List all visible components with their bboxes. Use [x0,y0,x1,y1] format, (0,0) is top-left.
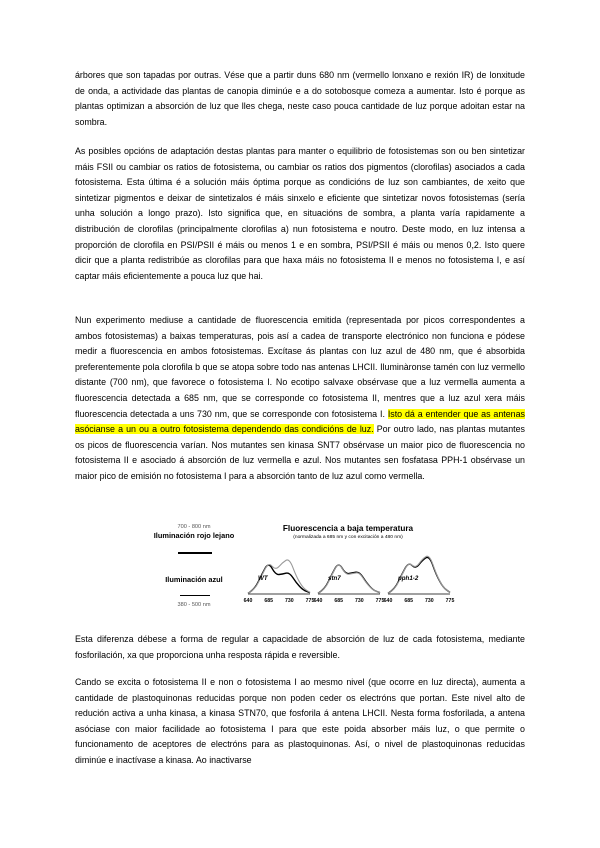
tick-label-WT-775: 775 [305,598,315,604]
paragraph-experiment-text: Nun experimento mediuse a cantidade de fluorescencia emitida (representada por picos correspondentes a ambos fotosistemas) a baixas temperaturas, pois así a cadea de transporte electrónico non funciona e pódese medir a fluorescencia en ambos fotosistemas. Excítase ás plantas con luz azul de 480 nm, que é absorbida preferentemente pola clorofila b que se atopa sobre todo nas antenas LHCII. Iluminàronse tamén con luz vermello distante (700 nm), que favorece o fotosistema I. No ecotipo salvaxe obsérvase que a luz vermella aumenta a fluorescencia detectada a 685 nm, que se corresponde co fotosistema II, mentres que a luz azul xera máis fluorescencia detectada a uns 730 nm, que se corresponde con fotosistema I. [75,315,525,419]
tick-label-stn7-685: 685 [334,598,343,604]
paragraph-adaptation: As posibles opcións de adaptación destas plantas para manter o equilibrio de fotosistemas son ou ben sintetizar máis FSII ou cambiar os ratios de fotosistema, ou cambiar os ratios dos pigmentos (clorofilas) asociados a cada fotosistema. Esta última é a solución máis óptima porque as condicións de luz son cambiantes, de xeito que sintetizar pigmentos e deixar de sintetizalos é máis sinxelo e eficiente que sintetizar novos fotosistemas (sería unha solución a longo prazo). Isto significa que, en situacións de sombra, a planta varía rapidamente a distribución de clorofilas (principalmente clorofilas a) nun fotosistema e noutro. Deste modo, en luz intensa a proporción de clorofila en PSI/PSII é máis ou menos 1 e en sombra, PSI/PSII é máis ou menos 0,2. Isto quere dicir que a planta redistribúe as clorofilas para que haxa máis no fotosistema II e menos no fotosistema I, e así captar máis eficientemente a pouca luz que hai. [75,146,525,281]
paragraph-phosphorylation: Esta diferenza débese a forma de regular a capacidade de absorción de luz de cada fotosistema, mediante fosforilación, xa que proporciona unha resposta rápida e reversible. [75,634,525,660]
figure-title: Fluorescencia a baja temperatura [282,524,414,533]
fluorescence-chart [242,542,455,612]
paragraph-canopy: árbores que son tapadas por outras. Vése que a partir duns 680 nm (vermello lonxano e rexión IR) de lonxitude de onda, a actividade das plantas de canopia diminúe e a do sotobosque comeza a aumentar. Isto é porque as plantas optimizan a absorción de luz que lles chega, neste caso pouca cantidade de luz porque adoitan estar na sombra. [75,70,525,127]
tick-label-pph1-2-730: 730 [425,598,434,604]
blue-legend-line [180,595,210,596]
fluorescence-figure [150,520,455,612]
tick-label-stn7-730: 730 [355,598,364,604]
tick-label-pph1-2-775: 775 [445,598,455,604]
panel-label-stn7: stn7 [328,575,341,582]
far-red-label: Iluminación rojo lejano [153,531,235,540]
tick-label-stn7-775: 775 [375,598,385,604]
blue-label: Iluminación azul [165,575,223,584]
paragraph-experiment-text-continued: Por outro lado, nas plantas mutantes os picos de fluorescencia varían. Nos mutantes sen kinasa SNT7 obsérvase un maior pico de fluorescencia no fotosistema II e asociado á absorción de luz vermella e azul. Nos mutantes sen fosfatasa PPH-1 obsérvase un maior pico de emisión no fotosistema I para a absorción tanto de luz azul como vermella. [75,424,525,481]
figure-subtitle: (normalizada a 685 nm y con excitación a 480 nm) [293,535,403,540]
paragraph-experiment [75,313,525,485]
tick-label-pph1-2-685: 685 [404,598,413,604]
far-red-legend-line [178,552,212,554]
panel-label-WT: WT [258,575,268,582]
far-red-range: 700 - 800 nm [177,524,211,530]
figure-legend [150,520,242,612]
panel-label-pph1-2: pph1-2 [398,575,419,582]
blue-range: 380 - 500 nm [177,602,211,608]
paragraph-kinase: Cando se excita o fotosistema II e non o fotosistema I ao mesmo nivel (que ocorre en luz directa), aumenta a cantidade de plastoquinonas reducidas porque non poden ceder os electróns que portan. Este nivel alto de redución activa a unha kinasa, a kinasa STN70, que fosforila á antena LHCII. Nesta forma fosforilada, a antena asóciase con maior facilidade ao fotosistema I para que este poida absorber máis luz, o que permite o funcionamento de aceptores de electróns para as plastoquinonas. Así, o nivel de plastoquinonas reducidas diminúe e inactívase a kinasa. Ao inactivarse [75,677,525,765]
tick-label-WT-640: 640 [243,598,253,604]
highlighted-sentence: Isto dá a entender que as antenas asócianse a un ou a outro fotosistema dependendo das condicións de luz. [75,408,525,435]
tick-label-pph1-2-640: 640 [383,598,393,604]
tick-label-WT-685: 685 [264,598,273,604]
tick-label-stn7-640: 640 [313,598,323,604]
tick-label-WT-730: 730 [285,598,294,604]
